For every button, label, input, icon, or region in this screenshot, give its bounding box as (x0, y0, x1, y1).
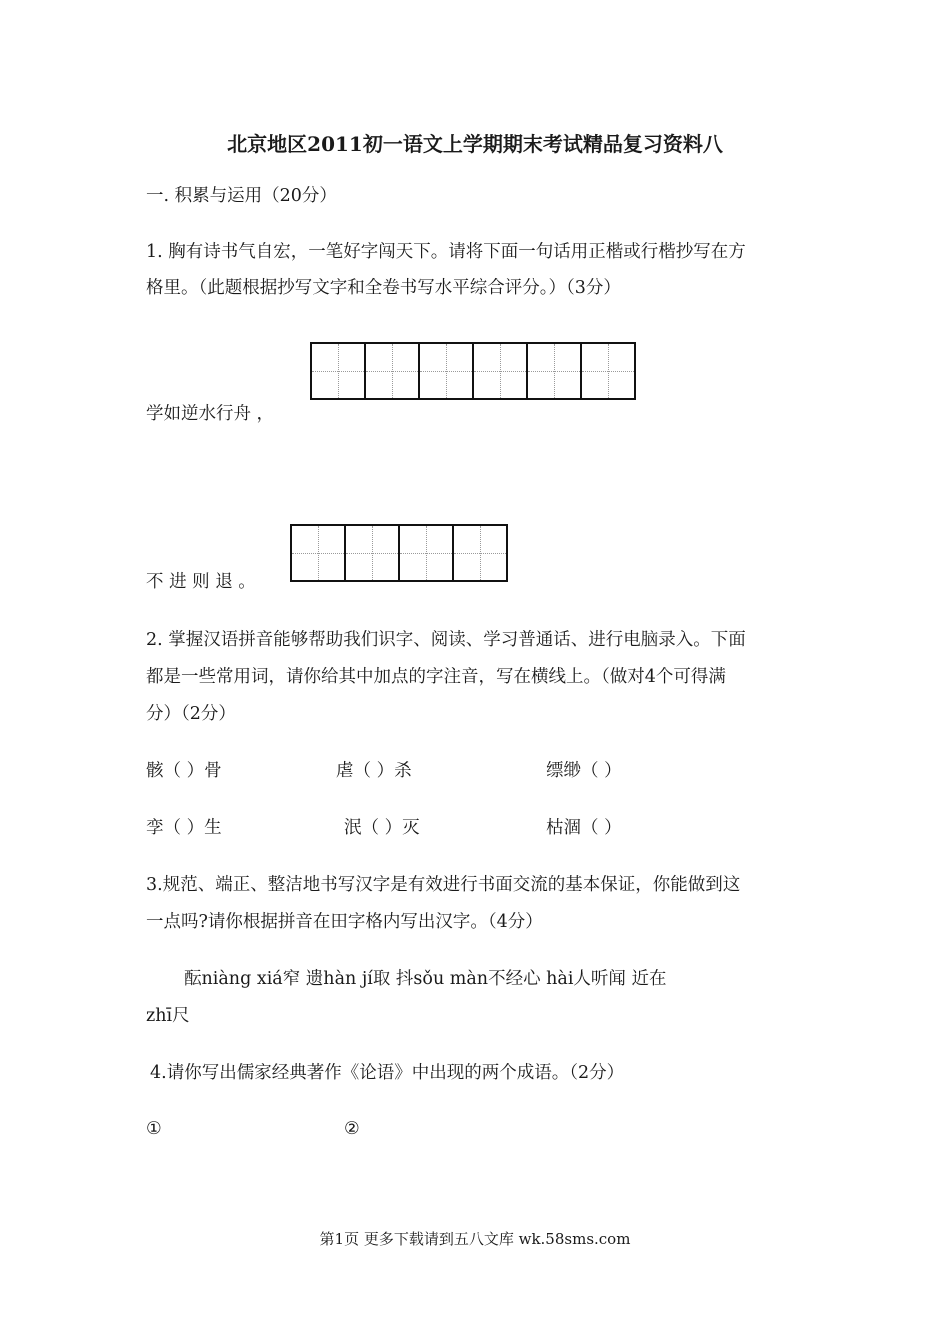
writing-grid-1[interactable] (310, 342, 636, 400)
grid-cell[interactable] (420, 344, 474, 398)
question-3-line-1: 3.规范、端正、整洁地书写汉字是有效进行书面交流的基本保证，你能做到这 (146, 875, 741, 895)
pinyin-item: 虐（ ）杀 (336, 761, 412, 781)
grid-cell[interactable] (312, 344, 366, 398)
grid-cell[interactable] (366, 344, 420, 398)
grid-cell[interactable] (400, 526, 454, 580)
answer-marker-1: ① (146, 1119, 162, 1139)
phrase-2: 不 进 则 退 。 (146, 572, 256, 592)
grid-cell[interactable] (292, 526, 346, 580)
pinyin-item: 缥缈（ ） (546, 761, 622, 781)
section-heading: 一. 积累与运用（20分） (146, 186, 337, 206)
pinyin-item: 枯涸（ ） (546, 818, 622, 838)
page-footer: 第1页 更多下载请到五八文库 wk.58sms.com (319, 1230, 631, 1248)
question-4-line-1: 4.请你写出儒家经典著作《论语》中出现的两个成语。（2分） (150, 1063, 625, 1083)
question-2-line-3: 分）（2分） (146, 704, 236, 724)
grid-cell[interactable] (528, 344, 582, 398)
pinyin-words-line-2: zhī尺 (146, 1006, 190, 1026)
pinyin-words-line-1: 酝niàng xiá窄 遗hàn jí取 抖sǒu màn不经心 hài人听闻 近在 (184, 969, 667, 989)
pinyin-item: 骸（ ）骨 (146, 761, 222, 781)
question-1-line-2: 格里。（此题根据抄写文字和全卷书写水平综合评分。）（3分） (146, 278, 621, 298)
writing-grid-2[interactable] (290, 524, 508, 582)
pinyin-item: 泯（ ）灭 (344, 818, 420, 838)
grid-cell[interactable] (474, 344, 528, 398)
question-2-line-1: 2. 掌握汉语拼音能够帮助我们识字、阅读、学习普通话、进行电脑录入。下面 (146, 630, 746, 650)
grid-cell[interactable] (582, 344, 636, 398)
answer-marker-2: ② (344, 1119, 360, 1139)
question-2-line-2: 都是一些常用词，请你给其中加点的字注音，写在横线上。（做对4个可得满 (146, 667, 726, 687)
grid-cell[interactable] (346, 526, 400, 580)
grid-cell[interactable] (454, 526, 508, 580)
document-title: 北京地区2011初一语文上学期期末考试精品复习资料八 (227, 132, 723, 156)
phrase-1: 学如逆水行舟 ， (146, 404, 275, 424)
question-1-line-1: 1. 胸有诗书气自宏，一笔好字闯天下。请将下面一句话用正楷或行楷抄写在方 (146, 242, 746, 262)
pinyin-item: 孪（ ）生 (146, 818, 222, 838)
question-3-line-2: 一点吗?请你根据拼音在田字格内写出汉字。（4分） (146, 912, 543, 932)
